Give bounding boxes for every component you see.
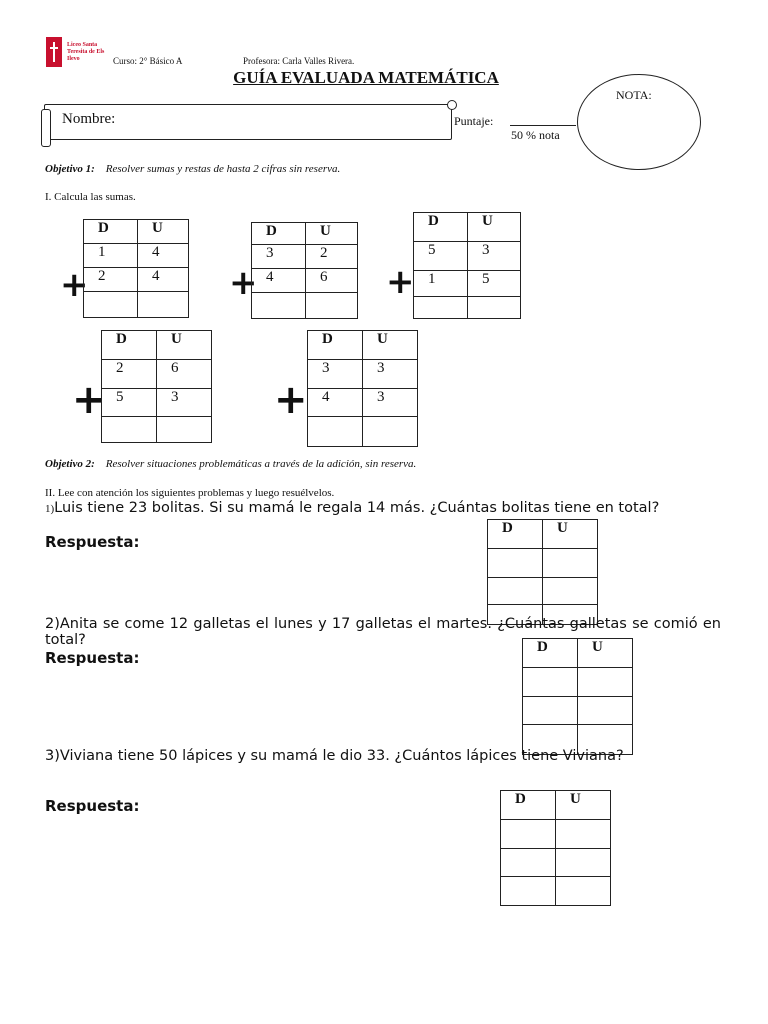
problem-3 xyxy=(45,748,721,764)
header-u: U xyxy=(157,331,212,360)
respuesta-label: Respuesta: xyxy=(45,533,140,551)
header-d: D xyxy=(84,220,138,244)
problem-number: 3) xyxy=(45,748,60,764)
objetivo-1 xyxy=(45,163,340,175)
curso-label: Curso: 2° Básico A xyxy=(113,56,183,66)
header-d: D xyxy=(252,223,306,245)
digit-cell: 5 xyxy=(468,271,521,297)
header-u: U xyxy=(138,220,189,244)
nota-label: NOTA: xyxy=(616,88,652,102)
answer-cell[interactable] xyxy=(157,417,212,443)
answer-cell[interactable] xyxy=(306,293,358,319)
problem-number: 2) xyxy=(45,616,60,632)
answer-cell[interactable] xyxy=(556,877,611,906)
digit-cell: 2 xyxy=(102,360,157,389)
header-u: U xyxy=(578,639,633,668)
school-logo xyxy=(46,37,62,67)
digit-cell: 3 xyxy=(252,245,306,269)
header-d: D xyxy=(308,331,363,360)
answer-cell[interactable] xyxy=(556,849,611,877)
digit-cell: 2 xyxy=(306,245,358,269)
problem-text: Viviana tiene 50 lápices y su mamá le dio 33. ¿Cuántos lápices tiene Viviana? xyxy=(59,748,624,764)
answer-cell[interactable] xyxy=(523,697,578,725)
header-d: D xyxy=(523,639,578,668)
digit-cell: 5 xyxy=(102,389,157,417)
header-d: D xyxy=(501,791,556,820)
digit-cell: 3 xyxy=(468,242,521,271)
digit-cell: 4 xyxy=(138,244,189,268)
plus-sign: + xyxy=(274,377,308,423)
header-d: D xyxy=(488,520,543,549)
instruction-2: II. Lee con atención los siguientes problemas y luego resuélvelos. xyxy=(45,487,335,499)
answer-cell[interactable] xyxy=(578,668,633,697)
problem-text: Anita se come 12 galletas el lunes y 17 galletas el martes. ¿Cuántas galletas se comió en total? xyxy=(45,616,721,648)
answer-cell[interactable] xyxy=(488,549,543,578)
digit-cell: 3 xyxy=(363,389,418,417)
sum-table-4 xyxy=(101,330,212,443)
profesora-label: Profesora: Carla Valles Rivera. xyxy=(243,56,355,66)
header-u: U xyxy=(363,331,418,360)
answer-cell[interactable] xyxy=(543,578,598,605)
plus-sign: + xyxy=(386,262,415,302)
answer-cell[interactable] xyxy=(488,578,543,605)
sum-table-2 xyxy=(251,222,358,319)
respuesta-label: Respuesta: xyxy=(45,797,140,815)
answer-table-3 xyxy=(500,790,611,906)
answer-table-2 xyxy=(522,638,633,755)
header-u: U xyxy=(543,520,598,549)
digit-cell: 4 xyxy=(308,389,363,417)
answer-cell[interactable] xyxy=(84,292,138,318)
answer-cell[interactable] xyxy=(543,549,598,578)
plus-sign: + xyxy=(72,377,106,423)
digit-cell: 3 xyxy=(308,360,363,389)
header-d: D xyxy=(414,213,468,242)
digit-cell: 4 xyxy=(138,268,189,292)
plus-sign: + xyxy=(229,263,258,303)
objetivo-2-label: Objetivo 2: xyxy=(45,458,95,470)
digit-cell: 3 xyxy=(363,360,418,389)
header-d: D xyxy=(102,331,157,360)
answer-cell[interactable] xyxy=(363,417,418,447)
answer-cell[interactable] xyxy=(501,849,556,877)
objetivo-1-label: Objetivo 1: xyxy=(45,163,95,175)
answer-cell[interactable] xyxy=(414,297,468,319)
digit-cell: 6 xyxy=(306,269,358,293)
header-u: U xyxy=(556,791,611,820)
nota-percent: 50 % nota xyxy=(511,128,560,142)
digit-cell: 5 xyxy=(414,242,468,271)
sum-table-3 xyxy=(413,212,521,319)
answer-cell[interactable] xyxy=(252,293,306,319)
answer-cell[interactable] xyxy=(308,417,363,447)
problem-text: Luis tiene 23 bolitas. Si su mamá le regala 14 más. ¿Cuántas bolitas tiene en total? xyxy=(54,500,660,516)
sum-table-1 xyxy=(83,219,189,318)
header-u: U xyxy=(468,213,521,242)
answer-table-1 xyxy=(487,519,598,625)
puntaje-label: Puntaje: xyxy=(454,114,494,128)
header-u: U xyxy=(306,223,358,245)
digit-cell: 1 xyxy=(84,244,138,268)
digit-cell: 3 xyxy=(157,389,212,417)
answer-cell[interactable] xyxy=(523,668,578,697)
digit-cell: 1 xyxy=(414,271,468,297)
digit-cell: 4 xyxy=(252,269,306,293)
answer-cell[interactable] xyxy=(501,877,556,906)
digit-cell: 6 xyxy=(157,360,212,389)
problem-number: 1) xyxy=(45,503,55,515)
objetivo-2-text: Resolver situaciones problemáticas a través de la adición, sin reserva. xyxy=(105,458,417,470)
answer-cell[interactable] xyxy=(501,820,556,849)
objetivo-1-text: Resolver sumas y restas de hasta 2 cifras sin reserva. xyxy=(105,163,341,175)
sum-table-5 xyxy=(307,330,418,447)
answer-cell[interactable] xyxy=(468,297,521,319)
answer-cell[interactable] xyxy=(138,292,189,318)
instruction-1: I. Calcula las sumas. xyxy=(45,191,136,203)
logo-text: Liceo Santa Teresita de Els Ilevo xyxy=(67,42,105,62)
answer-cell[interactable] xyxy=(556,820,611,849)
page-title: GUÍA EVALUADA MATEMÁTICA xyxy=(233,68,499,87)
digit-cell: 2 xyxy=(84,268,138,292)
respuesta-label: Respuesta: xyxy=(45,649,140,667)
plus-sign: + xyxy=(60,265,89,305)
objetivo-2 xyxy=(45,458,416,470)
answer-cell[interactable] xyxy=(578,697,633,725)
nombre-label: Nombre: xyxy=(62,111,116,127)
puntaje-line xyxy=(510,125,576,126)
problem-1 xyxy=(45,500,721,517)
answer-cell[interactable] xyxy=(102,417,157,443)
